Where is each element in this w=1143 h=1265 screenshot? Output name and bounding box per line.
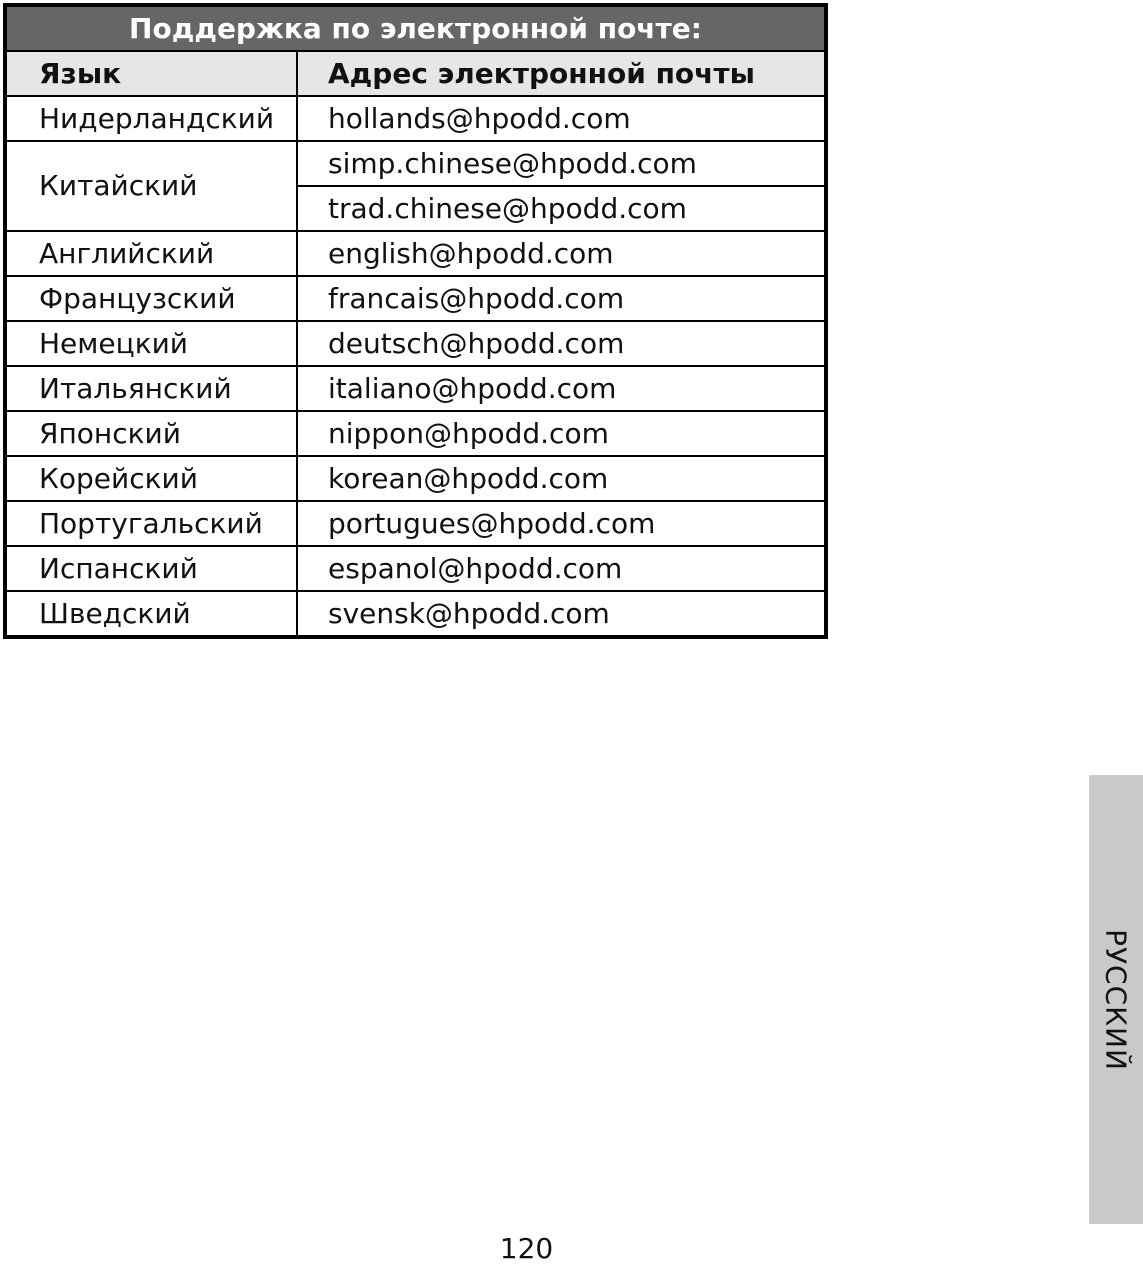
table-row	[5, 141, 826, 186]
language-cell: Немецкий	[5, 321, 297, 366]
email-cell: korean@hpodd.com	[297, 456, 826, 501]
table-row	[5, 456, 826, 501]
email-cell: simp.chinese@hpodd.com	[297, 141, 826, 186]
table-row	[5, 591, 826, 637]
table-row	[5, 366, 826, 411]
language-cell: Корейский	[5, 456, 297, 501]
language-side-tab	[1089, 775, 1143, 1224]
language-cell: Нидерландский	[5, 96, 297, 141]
email-cell: english@hpodd.com	[297, 231, 826, 276]
language-cell: Английский	[5, 231, 297, 276]
side-tab-label: РУССКИЙ	[1099, 928, 1133, 1071]
email-cell: hollands@hpodd.com	[297, 96, 826, 141]
table-title: Поддержка по электронной почте:	[5, 5, 826, 51]
table-title-row	[5, 5, 826, 51]
email-cell: francais@hpodd.com	[297, 276, 826, 321]
language-cell: Китайский	[5, 141, 297, 231]
email-cell: trad.chinese@hpodd.com	[297, 186, 826, 231]
language-cell: Шведский	[5, 591, 297, 637]
language-cell: Французский	[5, 276, 297, 321]
email-cell: portugues@hpodd.com	[297, 501, 826, 546]
language-cell: Итальянский	[5, 366, 297, 411]
table-row	[5, 501, 826, 546]
table-row	[5, 321, 826, 366]
header-email: Адрес электронной почты	[297, 51, 826, 96]
language-cell: Японский	[5, 411, 297, 456]
table-row	[5, 411, 826, 456]
page-number: 120	[499, 1232, 554, 1265]
email-cell: nippon@hpodd.com	[297, 411, 826, 456]
language-cell: Испанский	[5, 546, 297, 591]
table-row	[5, 96, 826, 141]
email-support-table	[3, 3, 828, 639]
header-language: Язык	[5, 51, 297, 96]
email-cell: deutsch@hpodd.com	[297, 321, 826, 366]
language-cell: Португальский	[5, 501, 297, 546]
table-row	[5, 546, 826, 591]
email-cell: italiano@hpodd.com	[297, 366, 826, 411]
email-cell: svensk@hpodd.com	[297, 591, 826, 637]
table-row	[5, 276, 826, 321]
email-cell: espanol@hpodd.com	[297, 546, 826, 591]
table-row	[5, 231, 826, 276]
table-header-row	[5, 51, 826, 96]
